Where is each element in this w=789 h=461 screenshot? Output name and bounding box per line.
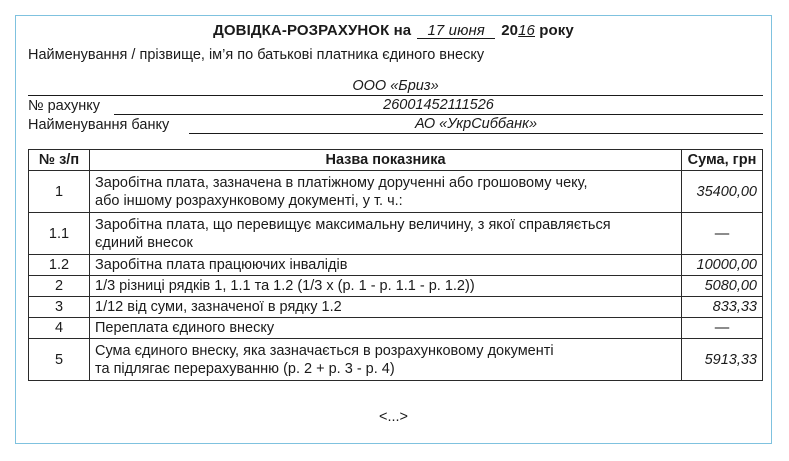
row-name bbox=[90, 339, 682, 381]
row-name-line: Заробітна плата, що перевищує максимальну величину, з якої справляється bbox=[95, 216, 611, 233]
row-name-line: Заробітна плата, зазначена в платіжному дорученні або грошовому чеку, bbox=[95, 174, 588, 191]
row-number: 1 bbox=[29, 171, 90, 213]
table-row bbox=[29, 171, 763, 213]
row-sum: — bbox=[682, 213, 763, 255]
row-name: Заробітна плата працюючих інвалідів bbox=[90, 255, 682, 276]
table-header-row bbox=[29, 150, 763, 171]
row-sum: 5913,33 bbox=[682, 339, 763, 381]
header-indicator: Назва показника bbox=[90, 150, 682, 171]
bank-value: АО «УкрСиббанк» bbox=[189, 116, 763, 134]
row-name bbox=[90, 171, 682, 213]
header-number: № з/п bbox=[29, 150, 90, 171]
row-number: 1.1 bbox=[29, 213, 90, 255]
row-number: 4 bbox=[29, 318, 90, 339]
row-number: 5 bbox=[29, 339, 90, 381]
row-name: 1/3 різниці рядків 1, 1.1 та 1.2 (1/3 х (р. 1 - р. 1.1 - р. 1.2)) bbox=[90, 276, 682, 297]
bank-label: Найменування банку bbox=[28, 117, 170, 133]
document-title bbox=[16, 22, 771, 39]
title-prefix: ДОВІДКА-РОЗРАХУНОК на bbox=[213, 22, 412, 39]
table-row bbox=[29, 276, 763, 297]
continuation-ellipsis: <...> bbox=[378, 409, 409, 425]
calculation-table bbox=[28, 149, 763, 381]
row-number: 2 bbox=[29, 276, 90, 297]
document-frame bbox=[15, 15, 772, 444]
table-row bbox=[29, 339, 763, 381]
payer-label: Найменування / прізвище, ім’я по батькові платника єдиного внеску bbox=[28, 47, 485, 63]
table-row bbox=[29, 318, 763, 339]
row-name-line: та підлягає перерахуванню (р. 2 + р. 3 - р. 4) bbox=[95, 360, 395, 377]
row-sum: 35400,00 bbox=[682, 171, 763, 213]
account-value: 26001452111526 bbox=[114, 97, 763, 115]
row-name-line: єдиний внесок bbox=[95, 234, 193, 251]
row-name-line: або іншому розрахунковому документі, у т. ч.: bbox=[95, 192, 403, 209]
year-prefix: 20 bbox=[501, 22, 519, 39]
title-suffix: року bbox=[539, 22, 574, 39]
row-sum: — bbox=[682, 318, 763, 339]
year-suffix: 16 bbox=[518, 22, 535, 39]
row-name: Переплата єдиного внеску bbox=[90, 318, 682, 339]
row-sum: 5080,00 bbox=[682, 276, 763, 297]
row-number: 1.2 bbox=[29, 255, 90, 276]
payer-value: ООО «Бриз» bbox=[28, 78, 763, 96]
header-sum: Сума, грн bbox=[682, 150, 763, 171]
table-row bbox=[29, 297, 763, 318]
row-sum: 10000,00 bbox=[682, 255, 763, 276]
table-row bbox=[29, 255, 763, 276]
row-name bbox=[90, 213, 682, 255]
row-sum: 833,33 bbox=[682, 297, 763, 318]
row-name-line: Сума єдиного внеску, яка зазначається в розрахунковому документі bbox=[95, 342, 554, 359]
date-field: 17 июня bbox=[417, 23, 494, 39]
table-row bbox=[29, 213, 763, 255]
row-number: 3 bbox=[29, 297, 90, 318]
account-label: № рахунку bbox=[28, 98, 100, 114]
row-name: 1/12 від суми, зазначеної в рядку 1.2 bbox=[90, 297, 682, 318]
